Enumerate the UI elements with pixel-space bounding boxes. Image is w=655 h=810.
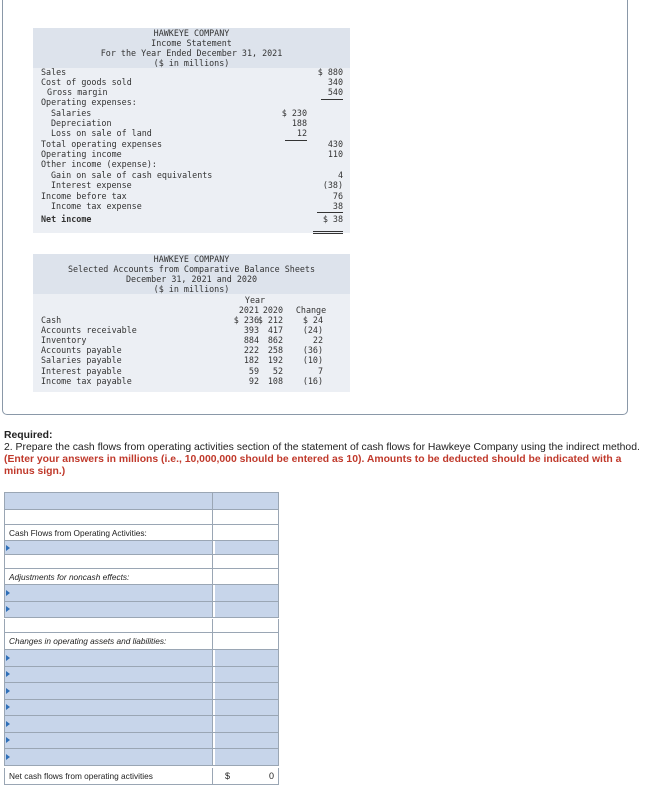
- bs-row-label: Cash: [41, 315, 62, 325]
- answer-label-input[interactable]: [5, 602, 213, 618]
- is-row-label: Sales: [41, 67, 67, 77]
- is-double-rule: [313, 233, 343, 234]
- answer-table: [4, 492, 279, 785]
- bs-row-2021: 92: [248, 375, 259, 386]
- answer-input-row[interactable]: [4, 602, 279, 619]
- is-units: ($ in millions): [153, 58, 230, 68]
- is-rule: [317, 212, 343, 213]
- answer-input-row[interactable]: [4, 733, 279, 750]
- is-row-amount: 430: [327, 139, 343, 149]
- answer-input-row[interactable]: [4, 683, 279, 700]
- noncash-effects-row: [4, 569, 279, 585]
- answer-amount-input[interactable]: [215, 716, 278, 732]
- net-cash-row: [4, 768, 279, 785]
- is-row-label: Total operating expenses: [41, 139, 163, 149]
- bs-row-change: 22: [312, 335, 323, 346]
- net-cash-value: 0: [268, 771, 274, 781]
- answer-input-row[interactable]: [4, 585, 279, 602]
- bs-company: HAWKEYE COMPANY: [153, 254, 230, 264]
- is-title: Income Statement: [151, 38, 232, 48]
- is-row-label: Operating income: [41, 149, 122, 159]
- row-marker-icon: [6, 545, 10, 551]
- bs-row-change: $ 24: [302, 315, 323, 325]
- row-marker-icon: [6, 704, 10, 710]
- net-cash-label: Net cash flows from operating activities: [5, 768, 213, 784]
- answer-label-input[interactable]: [5, 700, 213, 716]
- answer-label-input[interactable]: [5, 585, 213, 601]
- required-instructions: [4, 430, 644, 478]
- answer-blank-row: [4, 619, 279, 633]
- bs-row-change: (10): [302, 355, 323, 366]
- bs-row-2020: $ 212: [257, 315, 283, 325]
- bs-row-2020: 192: [267, 355, 283, 366]
- required-heading: Required:: [4, 430, 53, 441]
- answer-input-row[interactable]: [4, 541, 279, 555]
- answer-blank-cell: [5, 555, 213, 568]
- answer-amount-input[interactable]: [215, 650, 278, 666]
- bs-col-2020: 2020: [262, 305, 283, 315]
- bs-row-change: (36): [302, 345, 323, 356]
- answer-amount-input[interactable]: [215, 683, 278, 699]
- required-instruction: (Enter your answers in millions (i.e., 10,000,000 should be entered as 10). Amounts to be deducted should be indicated with a minus sign.): [4, 454, 622, 477]
- operating-activities-row: [4, 525, 279, 541]
- bs-row-label: Income tax payable: [41, 375, 132, 386]
- bs-row-2021: 222: [243, 345, 259, 356]
- answer-amount-input[interactable]: [215, 667, 278, 683]
- bs-row-label: Accounts receivable: [41, 325, 137, 336]
- row-marker-icon: [6, 737, 10, 743]
- bs-row-2020: 862: [267, 335, 283, 346]
- answer-input-row[interactable]: [4, 650, 279, 667]
- row-marker-icon: [6, 590, 10, 596]
- is-row-amount: 4: [337, 170, 343, 180]
- answer-input-row[interactable]: [4, 716, 279, 733]
- is-row-amount: (38): [322, 180, 343, 190]
- bs-row-2020: 417: [267, 325, 283, 336]
- answer-input-row[interactable]: [4, 700, 279, 717]
- bs-row-2021: 884: [243, 335, 259, 346]
- is-row-amount: 110: [327, 149, 343, 159]
- answer-input-row[interactable]: [4, 749, 279, 766]
- net-cash-currency: $: [225, 771, 231, 781]
- is-row-amount: 340: [327, 77, 343, 87]
- is-double-rule: [313, 231, 343, 232]
- is-row-subamount: 188: [291, 118, 307, 128]
- answer-amount-input[interactable]: [215, 733, 278, 749]
- bs-row-2020: 258: [267, 345, 283, 356]
- bs-row-2020: 52: [272, 365, 283, 376]
- is-row-label: Depreciation: [51, 118, 112, 128]
- answer-blank-row: [4, 510, 279, 525]
- answer-amount-input[interactable]: [215, 602, 278, 618]
- answer-amount-input[interactable]: [215, 541, 278, 554]
- answer-blank-row: [4, 555, 279, 569]
- answer-input-row[interactable]: [4, 667, 279, 684]
- bs-title: Selected Accounts from Comparative Balance Sheets: [67, 264, 316, 274]
- answer-label-input[interactable]: [5, 667, 213, 683]
- row-marker-icon: [6, 671, 10, 677]
- bs-row-2021: 393: [243, 325, 259, 336]
- is-row-amount: $ 880: [317, 67, 343, 77]
- answer-blank-cell: [5, 619, 213, 632]
- is-row-label: Income tax expense: [51, 201, 142, 211]
- answer-header-row: [4, 492, 279, 510]
- changes-assets-liabilities-label: Changes in operating assets and liabilities:: [5, 633, 213, 649]
- bs-row-2021: 182: [243, 355, 259, 366]
- is-row-label: Net income: [41, 214, 92, 224]
- answer-label-input[interactable]: [5, 683, 213, 699]
- answer-label-input[interactable]: [5, 733, 213, 749]
- row-marker-icon: [6, 754, 10, 760]
- bs-col-2021: 2021: [238, 305, 259, 315]
- net-cash-value-cell: [215, 768, 278, 784]
- is-row-amount: 38: [332, 201, 343, 211]
- is-row-label: Loss on sale of land: [51, 128, 152, 138]
- bs-row-2021: 59: [248, 365, 259, 376]
- is-period: For the Year Ended December 31, 2021: [100, 48, 283, 58]
- answer-label-input[interactable]: [5, 716, 213, 732]
- answer-amount-input[interactable]: [215, 585, 278, 601]
- bs-row-2021: $ 236: [233, 315, 259, 325]
- bs-units: ($ in millions): [153, 284, 230, 294]
- answer-label-input[interactable]: [5, 749, 213, 765]
- is-rule: [321, 99, 343, 100]
- bs-row-label: Accounts payable: [41, 345, 122, 356]
- answer-label-input[interactable]: [5, 541, 213, 554]
- row-marker-icon: [6, 606, 10, 612]
- row-marker-icon: [6, 655, 10, 661]
- is-row-subamount: 12: [296, 128, 307, 138]
- row-marker-icon: [6, 721, 10, 727]
- is-row-amount: $ 38: [322, 214, 343, 224]
- balance-sheet: [33, 254, 350, 392]
- noncash-effects-label: Adjustments for noncash effects:: [5, 569, 213, 584]
- is-row-label: Gross margin: [47, 87, 108, 97]
- answer-amount-input[interactable]: [215, 749, 278, 765]
- is-row-amount: 540: [327, 87, 343, 97]
- answer-amount-input[interactable]: [215, 700, 278, 716]
- is-row-label: Interest expense: [51, 180, 132, 190]
- answer-header-label-cell: [5, 493, 213, 509]
- bs-row-2020: 108: [267, 375, 283, 386]
- is-row-label: Income before tax: [41, 191, 127, 201]
- is-row-subamount: $ 230: [281, 108, 307, 118]
- is-row-label: Salaries: [51, 108, 92, 118]
- is-row-label: Operating expenses:: [41, 97, 137, 107]
- is-row-label: Cost of goods sold: [41, 77, 132, 87]
- required-text-block: [4, 442, 644, 478]
- bs-row-change: (24): [302, 325, 323, 336]
- answer-label-input[interactable]: [5, 650, 213, 666]
- changes-assets-liabilities-row: [4, 633, 279, 650]
- bs-row-change: 7: [317, 365, 323, 376]
- required-text: 2. Prepare the cash flows from operating activities section of the statement of cash flows for Hawkeye Company using the indirect method.: [4, 442, 640, 453]
- bs-row-label: Interest payable: [41, 365, 122, 376]
- bs-row-change: (16): [302, 375, 323, 386]
- is-company: HAWKEYE COMPANY: [153, 28, 230, 38]
- bs-period: December 31, 2021 and 2020: [125, 274, 258, 284]
- bs-year-header: Year: [244, 295, 266, 305]
- bs-row-label: Inventory: [41, 335, 87, 346]
- is-rule: [285, 140, 307, 141]
- is-row-label: Other income (expense):: [41, 159, 157, 169]
- bs-row-label: Salaries payable: [41, 355, 122, 366]
- income-statement: [33, 28, 350, 233]
- is-row-amount: 76: [332, 191, 343, 201]
- answer-blank-cell: [5, 510, 213, 524]
- row-marker-icon: [6, 688, 10, 694]
- bs-col-change: Change: [295, 305, 327, 315]
- operating-activities-label: Cash Flows from Operating Activities:: [5, 525, 213, 540]
- is-row-label: Gain on sale of cash equivalents: [51, 170, 213, 180]
